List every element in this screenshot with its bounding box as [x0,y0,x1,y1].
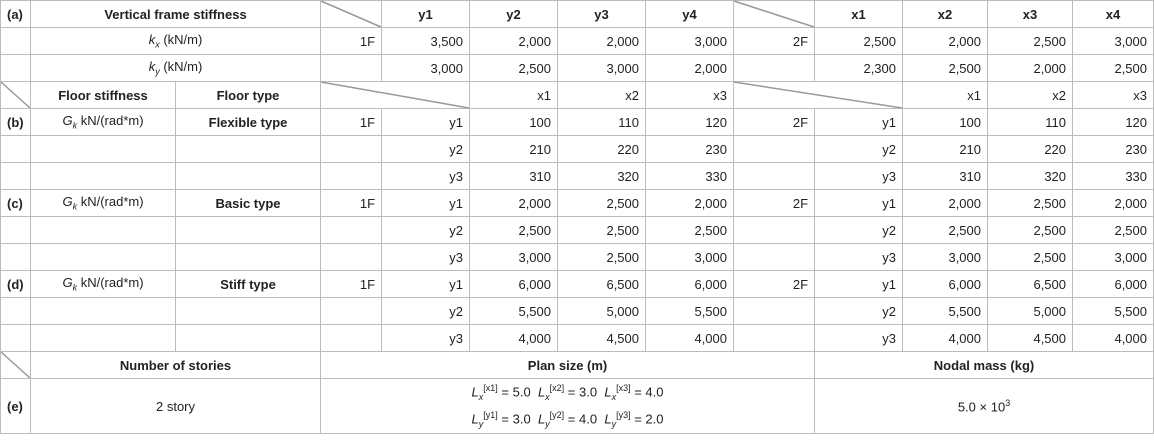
value-cell: 4,000 [1073,325,1154,352]
number-of-stories-header: Number of stories [31,352,321,379]
row-y-label: y3 [382,244,470,271]
floor-stiffness-header: Floor stiffness [31,82,176,109]
empty-cell [734,244,815,271]
value-cell: 4,000 [903,325,988,352]
plan-size-y: $L_y[y1] = 3.0$ $L_y[y2] = 4.0$ $L_y[y3] = 2.0$ [471,410,664,429]
value-cell: 2,500 [470,217,558,244]
floor-type-label: Stiff type [176,271,321,298]
ky-1f-y3: 3,000 [558,55,646,82]
diagonal-cell [1,82,31,109]
floor-2f: 2F [734,28,815,55]
gk-label: $G_k$ kN/(rad*m) [31,109,176,136]
col-y4: y4 [646,1,734,28]
row-y-label: y2 [815,217,903,244]
row-section-0-1 [1,136,1154,163]
col-x3: x3 [988,1,1073,28]
ky-2f-x1: 2,300 [815,55,903,82]
row-y-label: y2 [815,136,903,163]
value-cell: 6,500 [988,271,1073,298]
value-cell: 4,500 [558,325,646,352]
floor-type-label: Flexible type [176,109,321,136]
section-label-a: (a) [1,1,31,28]
ky-2f-x2: 2,500 [903,55,988,82]
row-y-label: y1 [382,190,470,217]
row-y-label: y1 [815,271,903,298]
value-cell: 220 [558,136,646,163]
floor-2f: 2F [734,190,815,217]
plan-size-header: Plan size (m) [321,352,815,379]
empty-cell [176,163,321,190]
row-y-label: y3 [815,325,903,352]
col-y2: y2 [470,1,558,28]
diagonal-cell [321,1,382,28]
col-x2: x2 [903,1,988,28]
empty-cell [321,298,382,325]
nodal-mass-header: Nodal mass (kg) [815,352,1154,379]
empty-cell [1,217,31,244]
empty-cell [1,163,31,190]
section-label: (b) [1,109,31,136]
empty-cell [176,217,321,244]
diagonal-cell [321,82,470,109]
nodal-mass-value: $5.0 \times 10^3$ [815,379,1154,434]
value-cell: 5,000 [558,298,646,325]
row-y-label: y2 [382,298,470,325]
value-cell: 3,000 [470,244,558,271]
value-cell: 210 [470,136,558,163]
value-cell: 2,500 [988,244,1073,271]
value-cell: 6,000 [470,271,558,298]
value-cell: 2,000 [1073,190,1154,217]
value-cell: 2,500 [988,190,1073,217]
kx-2f-x1: 2,500 [815,28,903,55]
row-y-label: y1 [382,271,470,298]
empty-cell [176,244,321,271]
kx-1f-y2: 2,000 [470,28,558,55]
value-cell: 110 [558,109,646,136]
empty-cell [1,244,31,271]
value-cell: 5,500 [646,298,734,325]
empty-cell [176,325,321,352]
floor-1f: 1F [321,28,382,55]
value-cell: 3,000 [1073,244,1154,271]
row-section-0-2 [1,163,1154,190]
col-y1: y1 [382,1,470,28]
row-y-label: y2 [815,298,903,325]
value-cell: 100 [470,109,558,136]
value-cell: 2,500 [646,217,734,244]
value-cell: 6,500 [558,271,646,298]
value-cell: 2,000 [470,190,558,217]
floor-type-label: Basic type [176,190,321,217]
value-cell: 330 [1073,163,1154,190]
fh-2f-x2: x2 [988,82,1073,109]
row-section-0-0 [1,109,1154,136]
row-y-label: y3 [382,325,470,352]
value-cell: 5,000 [988,298,1073,325]
value-cell: 320 [558,163,646,190]
empty-cell [31,217,176,244]
row-y-label: y1 [382,109,470,136]
empty-cell [31,163,176,190]
empty-cell [321,163,382,190]
plan-size-values [321,379,815,434]
ky-1f-y2: 2,500 [470,55,558,82]
empty-cell [176,136,321,163]
row-y-label: y3 [815,163,903,190]
empty-cell [734,325,815,352]
empty-cell [734,163,815,190]
value-cell: 230 [1073,136,1154,163]
row-section-2-2 [1,325,1154,352]
row-y-label: y2 [382,136,470,163]
value-cell: 310 [470,163,558,190]
value-cell: 2,000 [903,190,988,217]
row-section-1-1 [1,217,1154,244]
empty-cell [176,298,321,325]
floor-type-header: Floor type [176,82,321,109]
empty-cell [321,244,382,271]
value-cell: 5,500 [470,298,558,325]
value-cell: 220 [988,136,1073,163]
fh-1f-x2: x2 [558,82,646,109]
fh-1f-x1: x1 [470,82,558,109]
value-cell: 5,500 [903,298,988,325]
empty-cell [734,298,815,325]
floor-2f: 2F [734,109,815,136]
row-e-values [1,379,1154,434]
value-cell: 210 [903,136,988,163]
kx-1f-y1: 3,500 [382,28,470,55]
row-floor-header [1,82,1154,109]
ky-label: $k_y$ (kN/m) [31,55,321,82]
floor-2f: 2F [734,271,815,298]
value-cell: 230 [646,136,734,163]
floor-1f: 1F [321,190,382,217]
value-cell: 120 [646,109,734,136]
empty-cell [1,325,31,352]
diagonal-cell [734,82,903,109]
ky-2f-x4: 2,500 [1073,55,1154,82]
section-label-e: (e) [1,379,31,434]
kx-2f-x4: 3,000 [1073,28,1154,55]
value-cell: 110 [988,109,1073,136]
row-ky [1,55,1154,82]
value-cell: 2,500 [558,190,646,217]
value-cell: 5,500 [1073,298,1154,325]
empty-cell [31,325,176,352]
gk-label: $G_k$ kN/(rad*m) [31,190,176,217]
ky-1f-y4: 2,000 [646,55,734,82]
value-cell: 6,000 [903,271,988,298]
row-section-1-2 [1,244,1154,271]
diagonal-cell [734,1,815,28]
row-y-label: y3 [382,163,470,190]
empty-cell [321,136,382,163]
vertical-frame-stiffness-title: Vertical frame stiffness [31,1,321,28]
row-y-label: y1 [815,190,903,217]
row-section-1-0 [1,190,1154,217]
row-e-header [1,352,1154,379]
empty-cell [31,244,176,271]
value-cell: 2,500 [1073,217,1154,244]
row-section-2-1 [1,298,1154,325]
kx-2f-x2: 2,000 [903,28,988,55]
value-cell: 4,000 [470,325,558,352]
empty-cell [1,298,31,325]
gk-label: $G_k$ kN/(rad*m) [31,271,176,298]
value-cell: 4,000 [646,325,734,352]
empty-cell [321,325,382,352]
stories-value: 2 story [31,379,321,434]
value-cell: 310 [903,163,988,190]
value-cell: 6,000 [646,271,734,298]
floor-1f: 1F [321,271,382,298]
row-y-label: y1 [815,109,903,136]
value-cell: 2,000 [646,190,734,217]
empty-cell [1,136,31,163]
ky-2f-x3: 2,000 [988,55,1073,82]
fh-2f-x1: x1 [903,82,988,109]
fh-2f-x3: x3 [1073,82,1154,109]
value-cell: 320 [988,163,1073,190]
section-label: (d) [1,271,31,298]
value-cell: 6,000 [1073,271,1154,298]
col-x1: x1 [815,1,903,28]
diagonal-cell [1,352,31,379]
value-cell: 100 [903,109,988,136]
empty-cell [31,298,176,325]
col-x4: x4 [1073,1,1154,28]
kx-label: $k_x$ (kN/m) [31,28,321,55]
kx-1f-y3: 2,000 [558,28,646,55]
value-cell: 2,500 [988,217,1073,244]
value-cell: 2,500 [558,217,646,244]
value-cell: 2,500 [903,217,988,244]
row-kx [1,28,1154,55]
plan-size-x: $L_x[x1] = 5.0$ $L_x[x2] = 3.0$ $L_x[x3] = 4.0$ [471,383,664,402]
ky-1f-y1: 3,000 [382,55,470,82]
kx-1f-y4: 3,000 [646,28,734,55]
floor-1f: 1F [321,109,382,136]
section-label: (c) [1,190,31,217]
empty-cell [321,217,382,244]
empty-cell [734,217,815,244]
value-cell: 3,000 [646,244,734,271]
row-section-2-0 [1,271,1154,298]
row-y-label: y2 [382,217,470,244]
empty-cell [31,136,176,163]
col-y3: y3 [558,1,646,28]
value-cell: 4,500 [988,325,1073,352]
kx-2f-x3: 2,500 [988,28,1073,55]
value-cell: 330 [646,163,734,190]
row-y-label: y3 [815,244,903,271]
fh-1f-x3: x3 [646,82,734,109]
value-cell: 3,000 [903,244,988,271]
row-a-header [1,1,1154,28]
empty-cell [734,136,815,163]
value-cell: 2,500 [558,244,646,271]
value-cell: 120 [1073,109,1154,136]
